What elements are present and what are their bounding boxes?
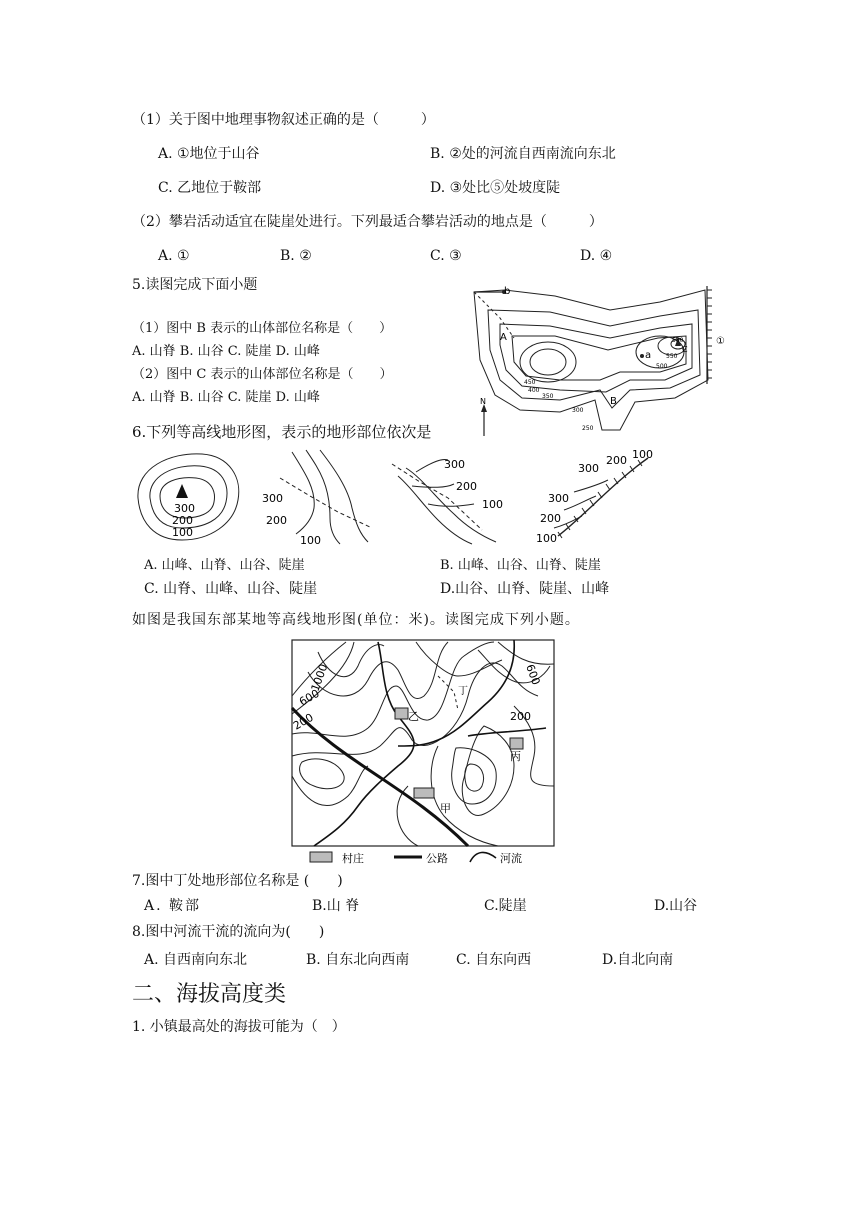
q5-map-label-B: B bbox=[610, 396, 617, 407]
q6-fig4-label-300a: 300 bbox=[578, 462, 599, 475]
q6-fig2-label-200: 200 bbox=[266, 514, 287, 527]
q5-sub2-question: （2）图中 C 表示的山体部位名称是（ ） bbox=[132, 367, 393, 382]
q6-fig3-label-300: 300 bbox=[444, 458, 465, 471]
q5-sub2-options: A. 山脊 B. 山谷 C. 陡崖 D. 山峰 bbox=[132, 390, 320, 405]
q4-sub2-option-b: B. ② bbox=[280, 248, 312, 264]
legend-village-symbol bbox=[310, 852, 332, 862]
map2-label-bing: 丙 bbox=[510, 750, 521, 763]
q7-option-b: B.山 脊 bbox=[312, 898, 360, 914]
q8-option-a: A. 自西南向东北 bbox=[144, 952, 248, 968]
map2-label-600b: 600 bbox=[523, 662, 543, 687]
q5-map-label-350: 350 bbox=[542, 393, 554, 400]
map2-contour-map bbox=[288, 636, 558, 868]
section2-q1: 1. 小镇最高处的海拔可能为（ ） bbox=[132, 1019, 346, 1035]
q7-option-d: D.山谷 bbox=[654, 898, 698, 914]
map2-label-600a: 600 bbox=[297, 686, 322, 709]
q5-map-label-450: 450 bbox=[524, 379, 536, 386]
q6-fig2-label-100: 100 bbox=[300, 534, 321, 547]
map2-label-1000: 1000 bbox=[308, 662, 331, 694]
q4-sub2-option-a: A. ① bbox=[158, 248, 190, 264]
q4-sub2-option-d: D. ④ bbox=[580, 248, 613, 264]
q7-question: 7.图中丁处地形部位名称是 ( ) bbox=[132, 873, 343, 889]
q5-map-label-500: 500 bbox=[656, 363, 668, 370]
q5-map-label-300: 300 bbox=[572, 407, 584, 414]
q8-option-b: B. 自东北向西南 bbox=[306, 952, 410, 968]
q4-sub2-option-c: C. ③ bbox=[430, 248, 462, 264]
q6-option-d: D.山谷、山脊、陡崖、山峰 bbox=[440, 581, 610, 597]
q6-fig4-label-100b: 100 bbox=[536, 532, 557, 545]
q4-sub2-question: （2）攀岩活动适宜在陡崖处进行。下列最适合攀岩活动的地点是（ ） bbox=[132, 214, 603, 230]
q6-fig1-label-100: 100 bbox=[172, 526, 193, 539]
q6-fig4-label-100a: 100 bbox=[632, 448, 653, 461]
q5-map-label-C: C bbox=[682, 345, 688, 354]
q4-sub1-option-a: A. ①地位于山谷 bbox=[158, 146, 260, 162]
q4-sub1-option-c: C. 乙地位于鞍部 bbox=[158, 180, 262, 196]
q6-fig3-label-200: 200 bbox=[456, 480, 477, 493]
q5-sub1-question: （1）图中 B 表示的山体部位名称是（ ） bbox=[132, 321, 393, 336]
q6-fig4-label-200b: 200 bbox=[540, 512, 561, 525]
map2-label-yi: 乙 bbox=[408, 710, 419, 723]
q6-fig3-label-100: 100 bbox=[482, 498, 503, 511]
q4-sub1-question: （1）关于图中地理事物叙述正确的是（ ） bbox=[132, 112, 435, 128]
q5-map-label-a: a bbox=[645, 350, 652, 361]
q5-map-label-A: A bbox=[500, 332, 507, 343]
q6-fig1-label-200: 200 bbox=[172, 514, 193, 527]
q6-title: 6.下列等高线地形图，表示的地形部位依次是 bbox=[132, 423, 432, 441]
q6-option-b: B. 山峰、山谷、山脊、陡崖 bbox=[440, 558, 601, 573]
legend-river: 河流 bbox=[500, 852, 522, 865]
map2-label-200b: 200 bbox=[510, 710, 531, 723]
map2-intro: 如图是我国东部某地等高线地形图(单位：米)。读图完成下列小题。 bbox=[132, 612, 580, 628]
q6-option-a: A. 山峰、山脊、山谷、陡崖 bbox=[144, 558, 305, 573]
q5-title: 5.读图完成下面小题 bbox=[132, 277, 258, 293]
q8-option-d: D.自北向南 bbox=[602, 952, 674, 968]
legend-village: 村庄 bbox=[342, 852, 364, 865]
map2-label-ding: 丁 bbox=[458, 686, 468, 697]
section-heading: 二、海拔高度类 bbox=[132, 982, 287, 1007]
q6-fig4-label-200a: 200 bbox=[606, 454, 627, 467]
q7-option-c: C.陡崖 bbox=[484, 898, 527, 914]
q6-figure-cliff bbox=[534, 446, 662, 546]
q4-sub1-option-b: B. ②处的河流自西南流向东北 bbox=[430, 146, 616, 162]
q5-sub1-options: A. 山脊 B. 山谷 C. 陡崖 D. 山峰 bbox=[132, 344, 320, 359]
map2-label-200a: 200 bbox=[291, 710, 316, 733]
legend-road: 公路 bbox=[426, 852, 448, 865]
q8-question: 8.图中河流干流的流向为( ) bbox=[132, 924, 325, 940]
q6-fig4-label-300b: 300 bbox=[548, 492, 569, 505]
q6-figure-peak bbox=[130, 448, 242, 544]
map2-label-jia: 甲 bbox=[440, 802, 451, 815]
q5-map-label-400: 400 bbox=[528, 387, 540, 394]
q5-map-label-550: 550 bbox=[666, 353, 678, 360]
q5-contour-map bbox=[460, 280, 730, 442]
q6-option-c: C. 山脊、山峰、山谷、陡崖 bbox=[144, 581, 318, 597]
q5-map-label-circle1: ① bbox=[716, 336, 725, 347]
q6-fig1-label-300: 300 bbox=[174, 502, 195, 515]
q5-map-label-b: b bbox=[504, 286, 511, 297]
legend-river-symbol bbox=[470, 852, 496, 862]
q5-map-label-250: 250 bbox=[582, 425, 594, 432]
q5-map-label-580: 580 bbox=[672, 337, 684, 344]
q6-figure-ridge bbox=[260, 448, 380, 547]
q6-fig2-label-300: 300 bbox=[262, 492, 283, 505]
q4-sub1-option-d: D. ③处比⑤处坡度陡 bbox=[430, 180, 561, 196]
q5-map-label-north: N bbox=[480, 397, 486, 406]
q8-option-c: C. 自东向西 bbox=[456, 952, 532, 968]
q7-option-a: A. 鞍部 bbox=[144, 898, 202, 914]
q6-figure-valley bbox=[392, 448, 522, 544]
